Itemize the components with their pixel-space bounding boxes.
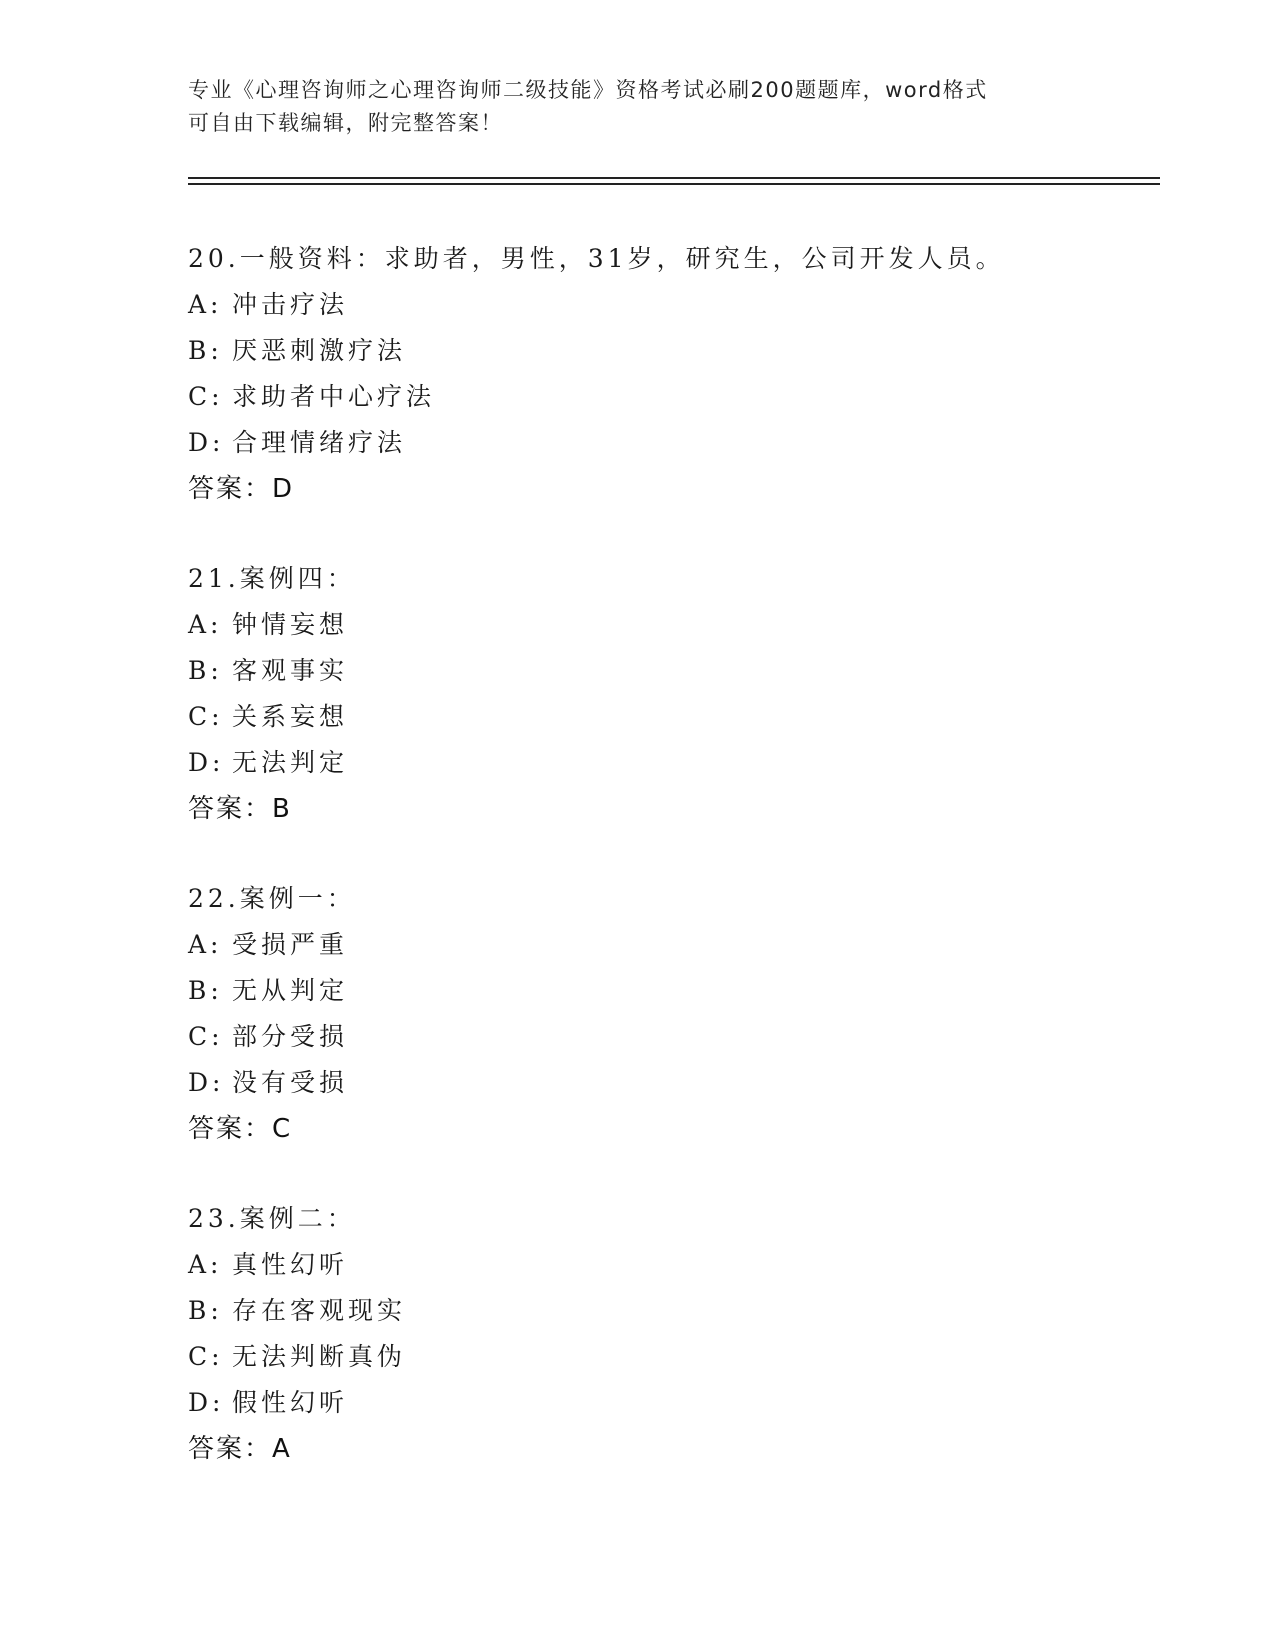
- option-letter: C:: [188, 382, 224, 411]
- question-stem: 21.案例四：: [188, 564, 356, 593]
- option-letter: B:: [188, 976, 223, 1005]
- option-letter: A:: [188, 290, 223, 319]
- option-letter: B:: [188, 1296, 223, 1325]
- option-text: 合理情绪疗法: [232, 428, 407, 457]
- option-d: [188, 420, 1188, 466]
- option-text: 关系妄想: [232, 702, 349, 731]
- option-a: [188, 602, 1188, 648]
- option-d: [188, 740, 1188, 786]
- question-stem: 20.一般资料：求助者，男性，31岁，研究生，公司开发人员。: [188, 244, 1005, 273]
- option-a: [188, 282, 1188, 328]
- option-text: 冲击疗法: [232, 290, 349, 319]
- option-a: [188, 1242, 1188, 1288]
- option-letter: D:: [188, 1388, 225, 1417]
- document-header: [188, 74, 1088, 140]
- question-stem: 23.案例二：: [188, 1204, 356, 1233]
- option-b: [188, 968, 1188, 1014]
- option-text: 假性幻听: [232, 1388, 349, 1417]
- option-d: [188, 1380, 1188, 1426]
- option-c: [188, 694, 1188, 740]
- option-text: 求助者中心疗法: [232, 382, 436, 411]
- answer-line: 答案：C: [188, 1114, 293, 1144]
- option-text: 厌恶刺激疗法: [232, 336, 407, 365]
- option-letter: D:: [188, 428, 225, 457]
- option-c: [188, 374, 1188, 420]
- answer-line: 答案：A: [188, 1434, 292, 1464]
- option-b: [188, 648, 1188, 694]
- option-letter: C:: [188, 702, 224, 731]
- option-letter: D:: [188, 1068, 225, 1097]
- option-d: [188, 1060, 1188, 1106]
- option-text: 真性幻听: [232, 1250, 349, 1279]
- option-text: 无法判断真伪: [232, 1342, 407, 1371]
- option-b: [188, 1288, 1188, 1334]
- option-letter: A:: [188, 930, 223, 959]
- option-letter: C:: [188, 1342, 224, 1371]
- question-stem: 22.案例一：: [188, 884, 356, 913]
- question-block: [188, 876, 1188, 1152]
- header-line-1: 专业《心理咨询师之心理咨询师二级技能》资格考试必刷200题题库，word格式: [188, 78, 988, 102]
- question-block: [188, 236, 1188, 512]
- option-letter: A:: [188, 1250, 223, 1279]
- option-letter: A:: [188, 610, 223, 639]
- option-c: [188, 1014, 1188, 1060]
- answer-line: 答案：B: [188, 794, 292, 824]
- option-text: 存在客观现实: [232, 1296, 407, 1325]
- option-text: 部分受损: [232, 1022, 349, 1051]
- option-text: 客观事实: [232, 656, 349, 685]
- option-text: 没有受损: [232, 1068, 349, 1097]
- option-c: [188, 1334, 1188, 1380]
- header-divider-bottom: [188, 183, 1160, 185]
- option-letter: D:: [188, 748, 225, 777]
- option-text: 无法判定: [232, 748, 349, 777]
- header-line-2: 可自由下载编辑，附完整答案！: [188, 111, 503, 135]
- question-block: [188, 556, 1188, 832]
- option-text: 钟情妄想: [232, 610, 349, 639]
- answer-line: 答案：D: [188, 474, 295, 504]
- question-block: [188, 1196, 1188, 1472]
- option-text: 受损严重: [232, 930, 349, 959]
- option-letter: B:: [188, 336, 223, 365]
- option-a: [188, 922, 1188, 968]
- option-text: 无从判定: [232, 976, 349, 1005]
- option-letter: C:: [188, 1022, 224, 1051]
- option-b: [188, 328, 1188, 374]
- option-letter: B:: [188, 656, 223, 685]
- header-divider-top: [188, 177, 1160, 179]
